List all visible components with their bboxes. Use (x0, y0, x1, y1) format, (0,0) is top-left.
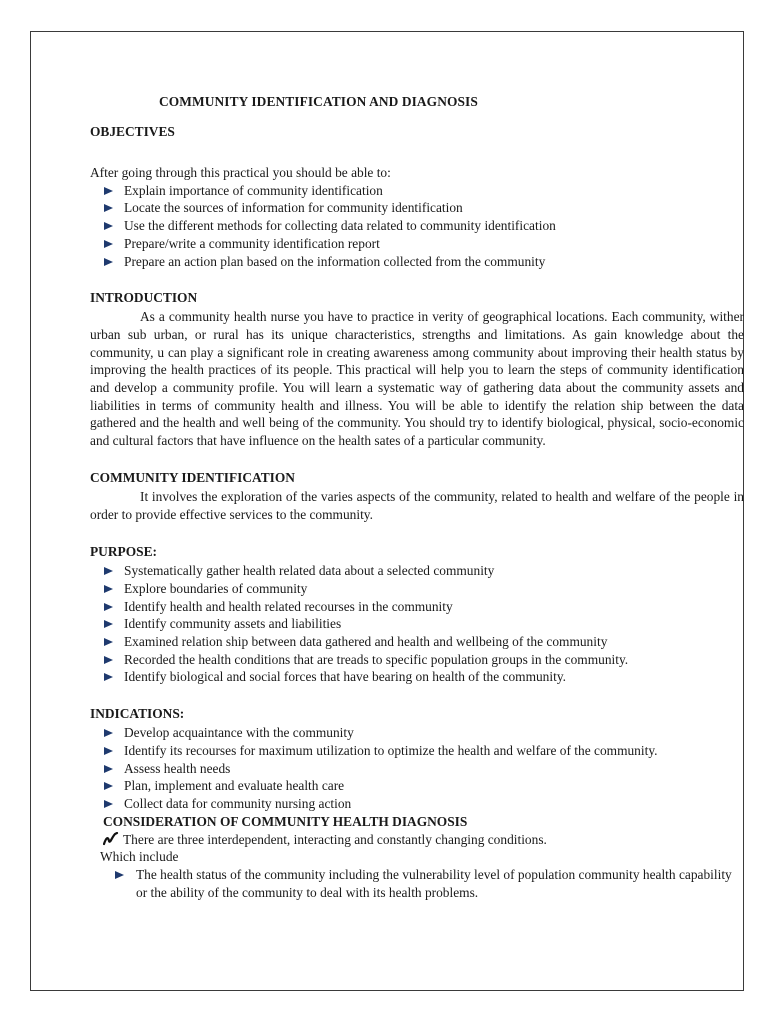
triangle-bullet-icon (104, 782, 113, 790)
pen-stroke-icon (103, 832, 119, 846)
objectives-heading: OBJECTIVES (90, 124, 175, 139)
list-item: Plan, implement and evaluate health care (104, 777, 744, 795)
consideration-list (90, 866, 744, 901)
triangle-bullet-icon (104, 765, 113, 773)
triangle-bullet-icon (104, 638, 113, 646)
triangle-bullet-icon (104, 747, 113, 755)
triangle-bullet-icon (104, 585, 113, 593)
list-item: Assess health needs (104, 760, 744, 778)
triangle-bullet-icon (104, 620, 113, 628)
list-item: Recorded the health conditions that are treads to specific population groups in the community. (104, 651, 744, 669)
list-item: Identify its recourses for maximum utilization to optimize the health and welfare of the community. (104, 742, 744, 760)
indications-heading: INDICATIONS: (90, 706, 185, 722)
purpose-heading: PURPOSE: (90, 544, 157, 560)
triangle-bullet-icon (104, 187, 113, 195)
list-item: Systematically gather health related data about a selected community (104, 562, 744, 580)
triangle-bullet-icon (104, 603, 113, 611)
community-identification-heading: COMMUNITY IDENTIFICATION (90, 469, 295, 485)
consideration-pen-text: There are three interdependent, interacting and constantly changing conditions. (123, 831, 547, 847)
list-item: The health status of the community including the vulnerability level of population community health capability or the ability of the community to deal with its health problems. (115, 866, 744, 901)
triangle-bullet-icon (104, 240, 113, 248)
indications-list (90, 724, 744, 813)
list-item: Collect data for community nursing action (104, 795, 744, 813)
triangle-bullet-icon (104, 729, 113, 737)
list-item: Identify health and health related recourses in the community (104, 598, 744, 616)
triangle-bullet-icon (104, 222, 113, 230)
list-item: Identify community assets and liabilities (104, 615, 744, 633)
triangle-bullet-icon (104, 673, 113, 681)
triangle-bullet-icon (104, 204, 113, 212)
objectives-list (90, 182, 744, 271)
document-body (90, 92, 744, 902)
list-item: Use the different methods for collecting data related to community identification (104, 217, 744, 235)
list-item: Prepare an action plan based on the information collected from the community (104, 253, 744, 271)
triangle-bullet-icon (104, 567, 113, 575)
triangle-bullet-icon (104, 800, 113, 808)
introduction-heading: INTRODUCTION (90, 290, 198, 306)
objectives-intro: After going through this practical you should be able to: (90, 165, 391, 180)
introduction-text: As a community health nurse you have to practice in verity of geographical locations. Each community, wither urban sub urban, or rural has its unique characteristics, strengths and limitations. As gain knowledge about the community, u can play a significant role in creating awareness among community about improving their health status by improving the health practices of its people. This practical will help you to learn the steps of community identification and develop a community profile. You will learn a systematic way of gathering data about the community assets and liabilities in terms of community health and illness. You will be able to identify the relation ship between the data gathered and the health and well being of the community. You should try to identify biological, physical, socio-economic and cultural factors that have influence on the health sates of a particular community. (90, 309, 744, 449)
list-item: Locate the sources of information for community identification (104, 199, 744, 217)
document-title: COMMUNITY IDENTIFICATION AND DIAGNOSIS (159, 94, 478, 109)
pen-bullet-line (103, 831, 744, 849)
triangle-bullet-icon (104, 656, 113, 664)
list-item: Explain importance of community identification (104, 182, 744, 200)
purpose-list (90, 562, 744, 686)
list-item: Identify biological and social forces that have bearing on health of the community. (104, 668, 744, 686)
community-identification-text: It involves the exploration of the varies aspects of the community, related to health and welfare of the people in order to provide effective services to the community. (90, 488, 744, 522)
consideration-heading: CONSIDERATION OF COMMUNITY HEALTH DIAGNOSIS (103, 813, 468, 829)
which-include-text: Which include (100, 849, 179, 865)
triangle-bullet-icon (115, 871, 124, 879)
list-item: Develop acquaintance with the community (104, 724, 744, 742)
list-item: Prepare/write a community identification report (104, 235, 744, 253)
list-item: Explore boundaries of community (104, 580, 744, 598)
triangle-bullet-icon (104, 258, 113, 266)
list-item: Examined relation ship between data gathered and health and wellbeing of the community (104, 633, 744, 651)
